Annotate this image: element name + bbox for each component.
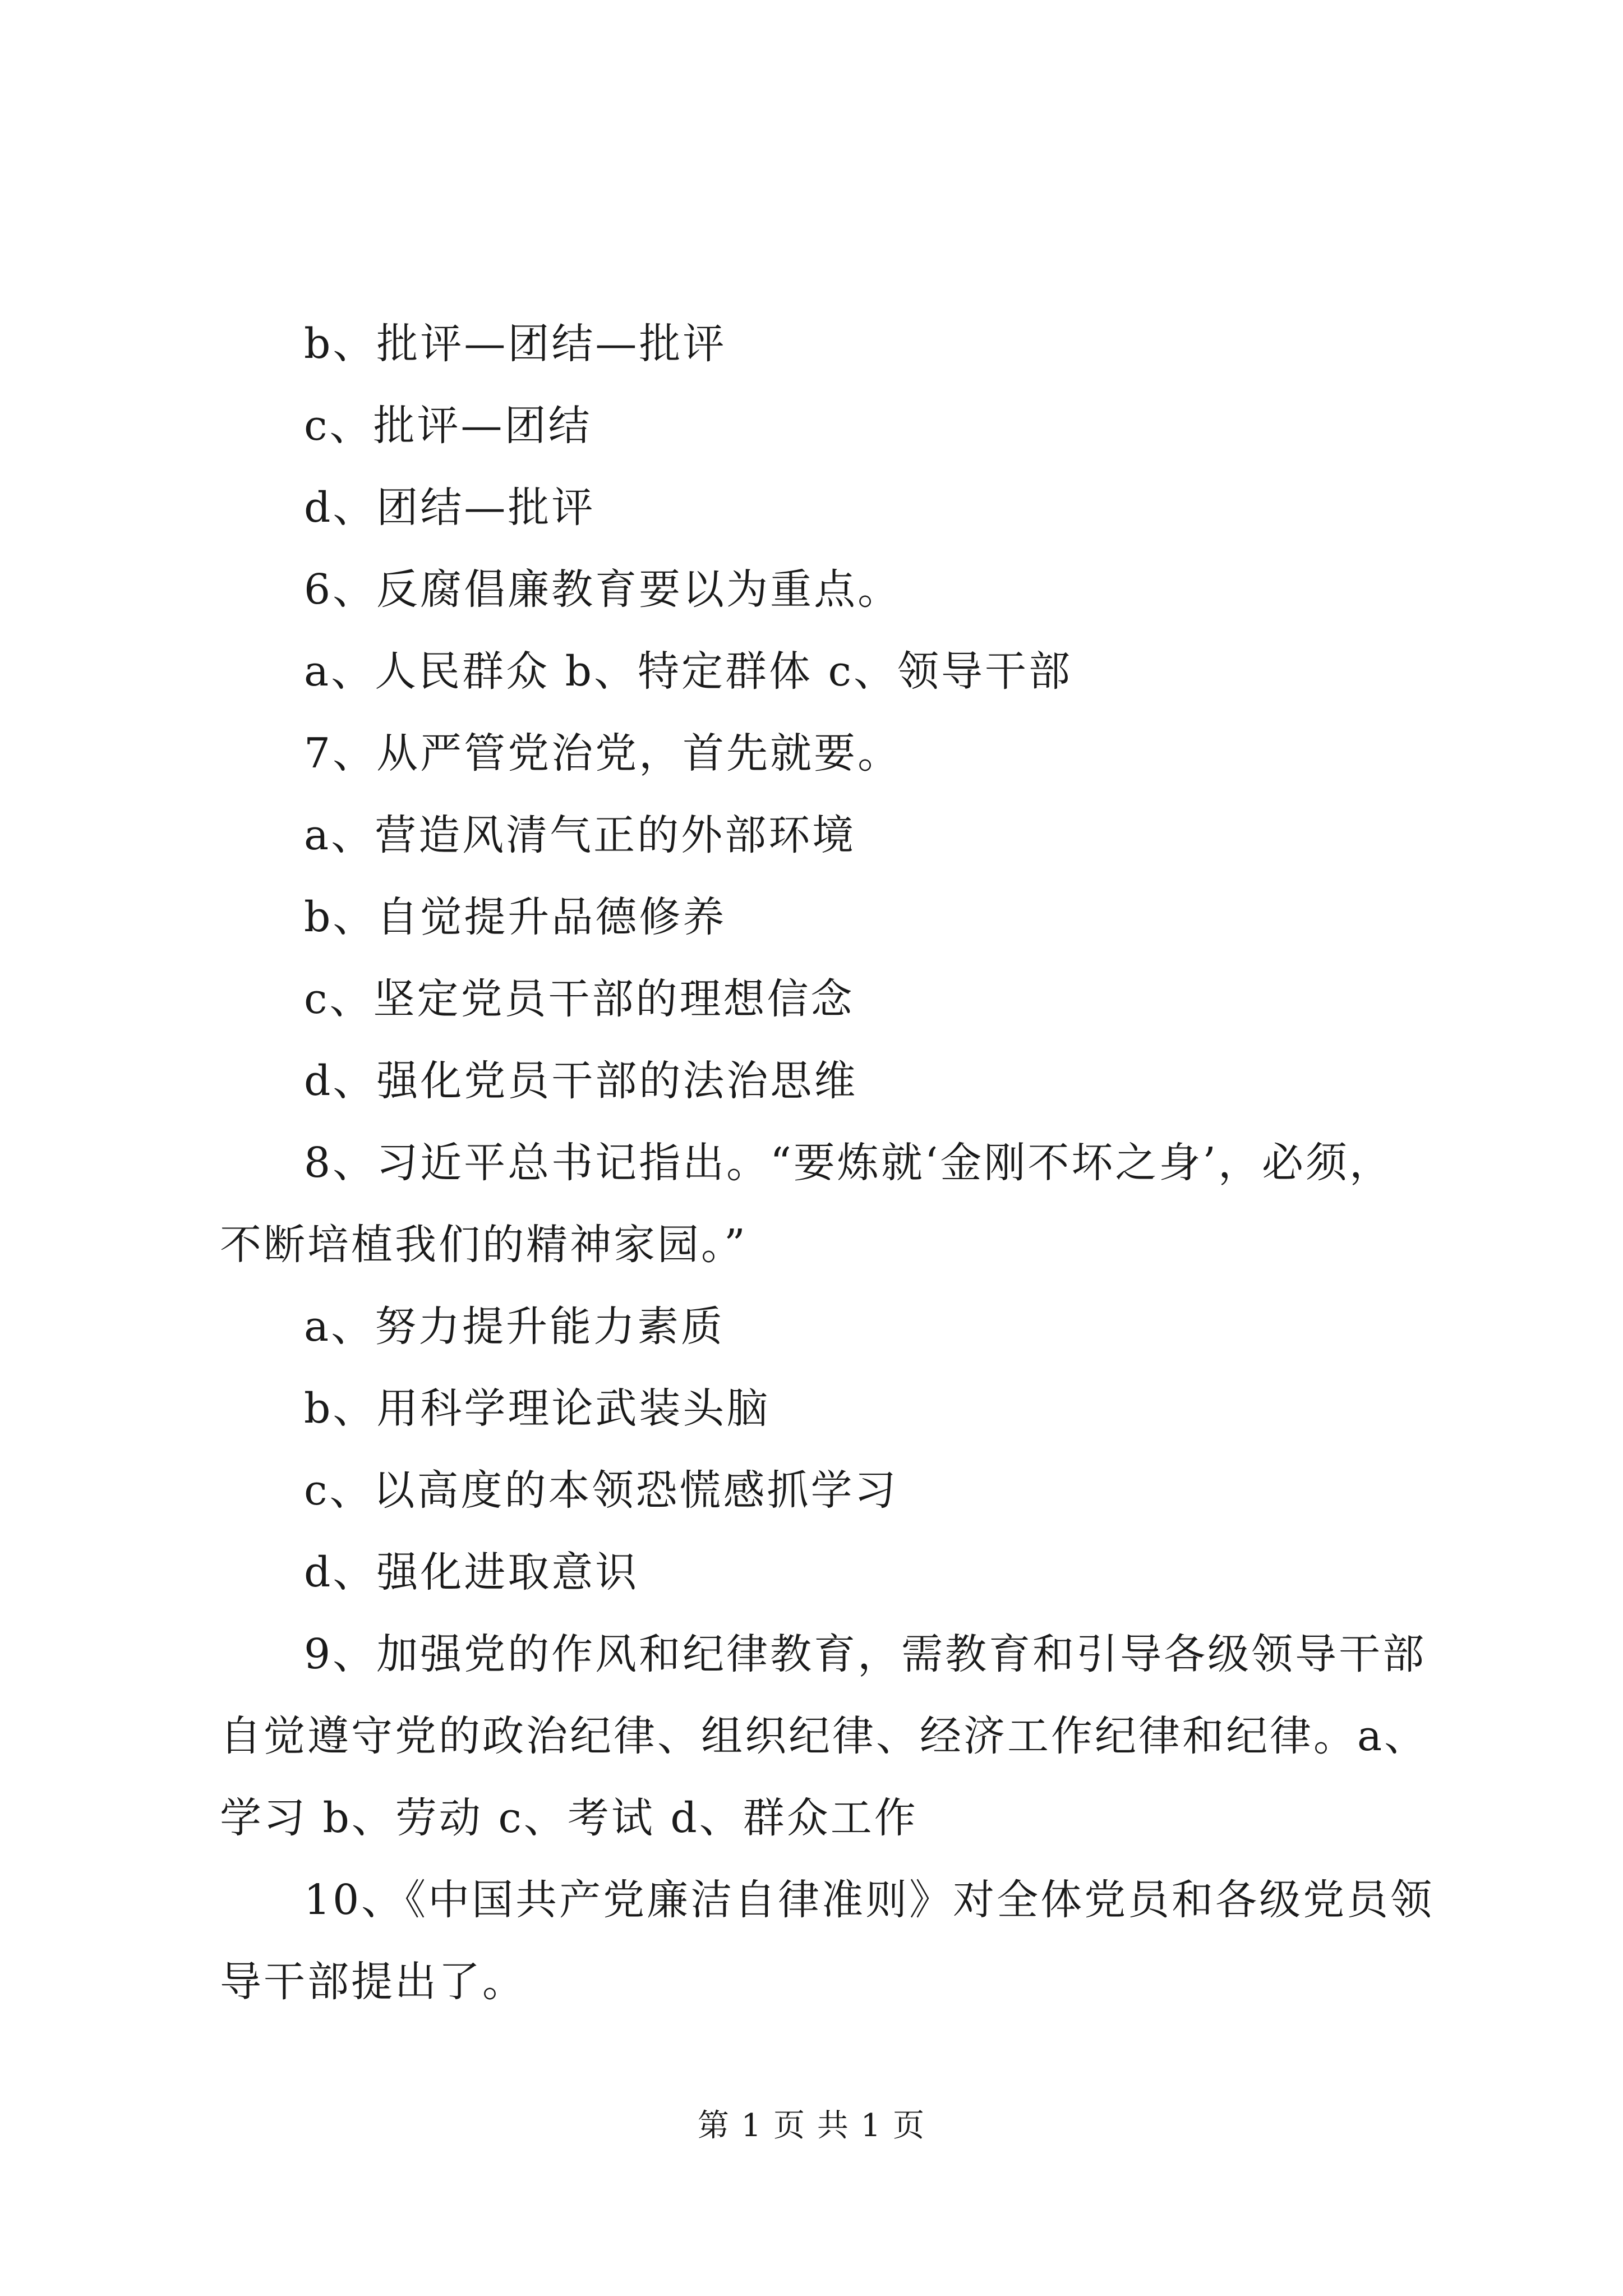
option-line: d、强化党员干部的法治思维 [304,1057,858,1105]
option-line: c、批评—团结 [304,402,592,450]
question-line: 8、习近平总书记指出。“要炼就‘金刚不坏之身’，必须， [304,1139,1393,1187]
option-line: d、团结—批评 [304,484,596,532]
question-line: 7、从严管党治党，首先就要。 [304,729,902,777]
option-line: b、批评—团结—批评 [304,320,727,368]
option-line: d、强化进取意识 [304,1548,639,1596]
option-line: b、用科学理论武装头脑 [304,1384,771,1433]
question-continuation-line: 学习 b、劳动 c、考试 d、群众工作 [220,1794,918,1842]
question-continuation-line: 不断培植我们的精神家园。” [220,1221,748,1269]
option-line: a、努力提升能力素质 [304,1303,725,1351]
question-line: 10、《中国共产党廉洁自律准则》对全体党员和各级党员领 [304,1876,1435,1924]
question-line: 9、加强党的作风和纪律教育，需教育和引导各级领导干部 [304,1630,1427,1678]
document-body [220,303,1470,2023]
question-continuation-line: 导干部提出了。 [220,1958,526,2006]
question-continuation-line: 自觉遵守党的政治纪律、组织纪律、经济工作纪律和纪律。a、 [220,1712,1428,1760]
option-line: c、以高度的本领恐慌感抓学习 [304,1466,898,1515]
question-line: 6、反腐倡廉教育要以为重点。 [304,565,902,614]
option-line: a、营造风清气正的外部环境 [304,811,856,859]
page-footer: 第 1 页 共 1 页 [697,2108,926,2144]
option-line: a、人民群众 b、特定群体 c、领导干部 [304,647,1072,696]
option-line: b、自觉提升品德修养 [304,893,727,941]
option-line: c、坚定党员干部的理想信念 [304,975,855,1023]
